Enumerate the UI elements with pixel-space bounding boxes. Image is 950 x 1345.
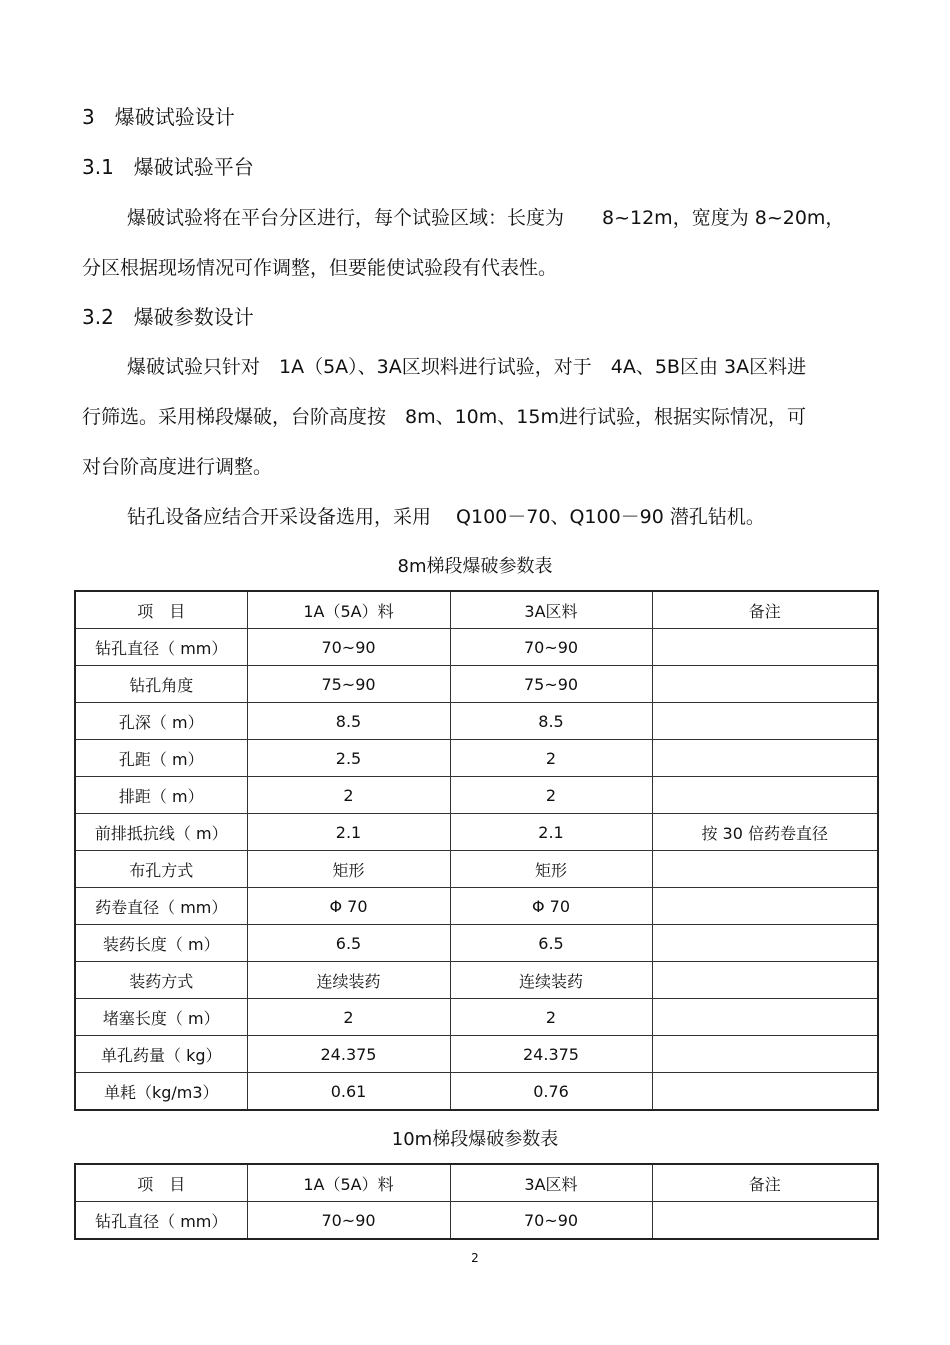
table-cell: 70~90 (450, 629, 652, 666)
table-cell: 孔距（ m） (75, 740, 247, 777)
table-cell (652, 1073, 878, 1111)
table-row (75, 1036, 878, 1073)
table-cell: 单孔药量（ kg） (75, 1036, 247, 1073)
table-cell (652, 740, 878, 777)
table-2-caption: 10m梯段爆破参数表 (391, 1129, 559, 1150)
table-row (75, 703, 878, 740)
table-cell: 0.76 (450, 1073, 652, 1111)
paragraph-2-line-3: 对台阶高度进行调整。 (82, 456, 273, 478)
table-cell: 药卷直径（ mm） (75, 888, 247, 925)
table-cell (652, 666, 878, 703)
table-cell (652, 888, 878, 925)
table-cell: 6.5 (247, 925, 450, 962)
table-cell (652, 777, 878, 814)
table-cell: 前排抵抗线（ m） (75, 814, 247, 851)
table-cell: 连续装药 (247, 962, 450, 999)
paragraph-1-line-1: 爆破试验将在平台分区进行，每个试验区域：长度为 8~12m，宽度为 8~20m， (127, 207, 845, 229)
table-cell: 8.5 (450, 703, 652, 740)
table-cell (652, 1036, 878, 1073)
table-cell: 堵塞长度（ m） (75, 999, 247, 1036)
header-cell: 3A区料 (450, 591, 652, 629)
table-cell: 2 (450, 999, 652, 1036)
table-1-caption: 8m梯段爆破参数表 (397, 556, 553, 577)
table-cell: 单耗（kg/m3） (75, 1073, 247, 1111)
table-cell: 2.1 (247, 814, 450, 851)
header-cell: 1A（5A）料 (247, 591, 450, 629)
table-row (75, 777, 878, 814)
table-cell: 24.375 (247, 1036, 450, 1073)
table-cell: 8.5 (247, 703, 450, 740)
table-cell: 钻孔直径（ mm） (75, 629, 247, 666)
table-cell: 装药长度（ m） (75, 925, 247, 962)
table-cell: 排距（ m） (75, 777, 247, 814)
table-cell (652, 925, 878, 962)
paragraph-3: 钻孔设备应结合开采设备选用，采用 Q100－70、Q100－90 潜孔钻机。 (127, 506, 765, 528)
blasting-params-table-10m (74, 1163, 879, 1240)
table-cell: 2.1 (450, 814, 652, 851)
table-cell: 2 (450, 777, 652, 814)
table-cell (652, 1202, 878, 1240)
paragraph-2-line-2: 行筛选。采用梯段爆破，台阶高度按 8m、10m、15m进行试验，根据实际情况，可 (82, 406, 806, 428)
section-heading-3-1: 3.1 爆破试验平台 (82, 155, 254, 179)
table-cell: 75~90 (450, 666, 652, 703)
table-cell: 装药方式 (75, 962, 247, 999)
table-cell: 布孔方式 (75, 851, 247, 888)
table-cell: 24.375 (450, 1036, 652, 1073)
table-cell: 连续装药 (450, 962, 652, 999)
table-cell (652, 629, 878, 666)
table-cell: 矩形 (450, 851, 652, 888)
table-row (75, 1202, 878, 1240)
table-cell: 0.61 (247, 1073, 450, 1111)
paragraph-1-line-2: 分区根据现场情况可作调整，但要能使试验段有代表性。 (82, 257, 558, 279)
table-row (75, 740, 878, 777)
section-heading-3: 3 爆破试验设计 (82, 105, 235, 129)
table-cell: 2 (247, 777, 450, 814)
table-row (75, 666, 878, 703)
table-row (75, 962, 878, 999)
table-cell: 75~90 (247, 666, 450, 703)
header-cell: 项 目 (75, 1164, 247, 1202)
blasting-params-table-8m (74, 590, 879, 1111)
table-row (75, 814, 878, 851)
table-cell: 钻孔角度 (75, 666, 247, 703)
table-header-row (75, 591, 878, 629)
table-cell: Φ 70 (450, 888, 652, 925)
table-row (75, 629, 878, 666)
table-cell: 矩形 (247, 851, 450, 888)
page-number: 2 (471, 1251, 479, 1265)
table-cell: 钻孔直径（ mm） (75, 1202, 247, 1240)
table-cell: 70~90 (450, 1202, 652, 1240)
table-row (75, 999, 878, 1036)
header-cell: 备注 (652, 591, 878, 629)
header-cell: 备注 (652, 1164, 878, 1202)
table-cell: 2.5 (247, 740, 450, 777)
paragraph-2-line-1: 爆破试验只针对 1A（5A）、3A区坝料进行试验，对于 4A、5B区由 3A区料进 (127, 356, 807, 378)
table-cell: 按 30 倍药卷直径 (652, 814, 878, 851)
table-row (75, 925, 878, 962)
table-cell: 6.5 (450, 925, 652, 962)
table-cell: 70~90 (247, 1202, 450, 1240)
section-heading-3-2: 3.2 爆破参数设计 (82, 305, 254, 329)
table-cell: Φ 70 (247, 888, 450, 925)
table-cell (652, 999, 878, 1036)
table-cell: 2 (450, 740, 652, 777)
table-row (75, 1073, 878, 1111)
header-cell: 3A区料 (450, 1164, 652, 1202)
table-row (75, 851, 878, 888)
table-row (75, 888, 878, 925)
table-cell (652, 851, 878, 888)
table-cell (652, 962, 878, 999)
table-header-row (75, 1164, 878, 1202)
table-cell (652, 703, 878, 740)
header-cell: 1A（5A）料 (247, 1164, 450, 1202)
table-cell: 2 (247, 999, 450, 1036)
table-cell: 70~90 (247, 629, 450, 666)
table-cell: 孔深（ m） (75, 703, 247, 740)
header-cell: 项 目 (75, 591, 247, 629)
